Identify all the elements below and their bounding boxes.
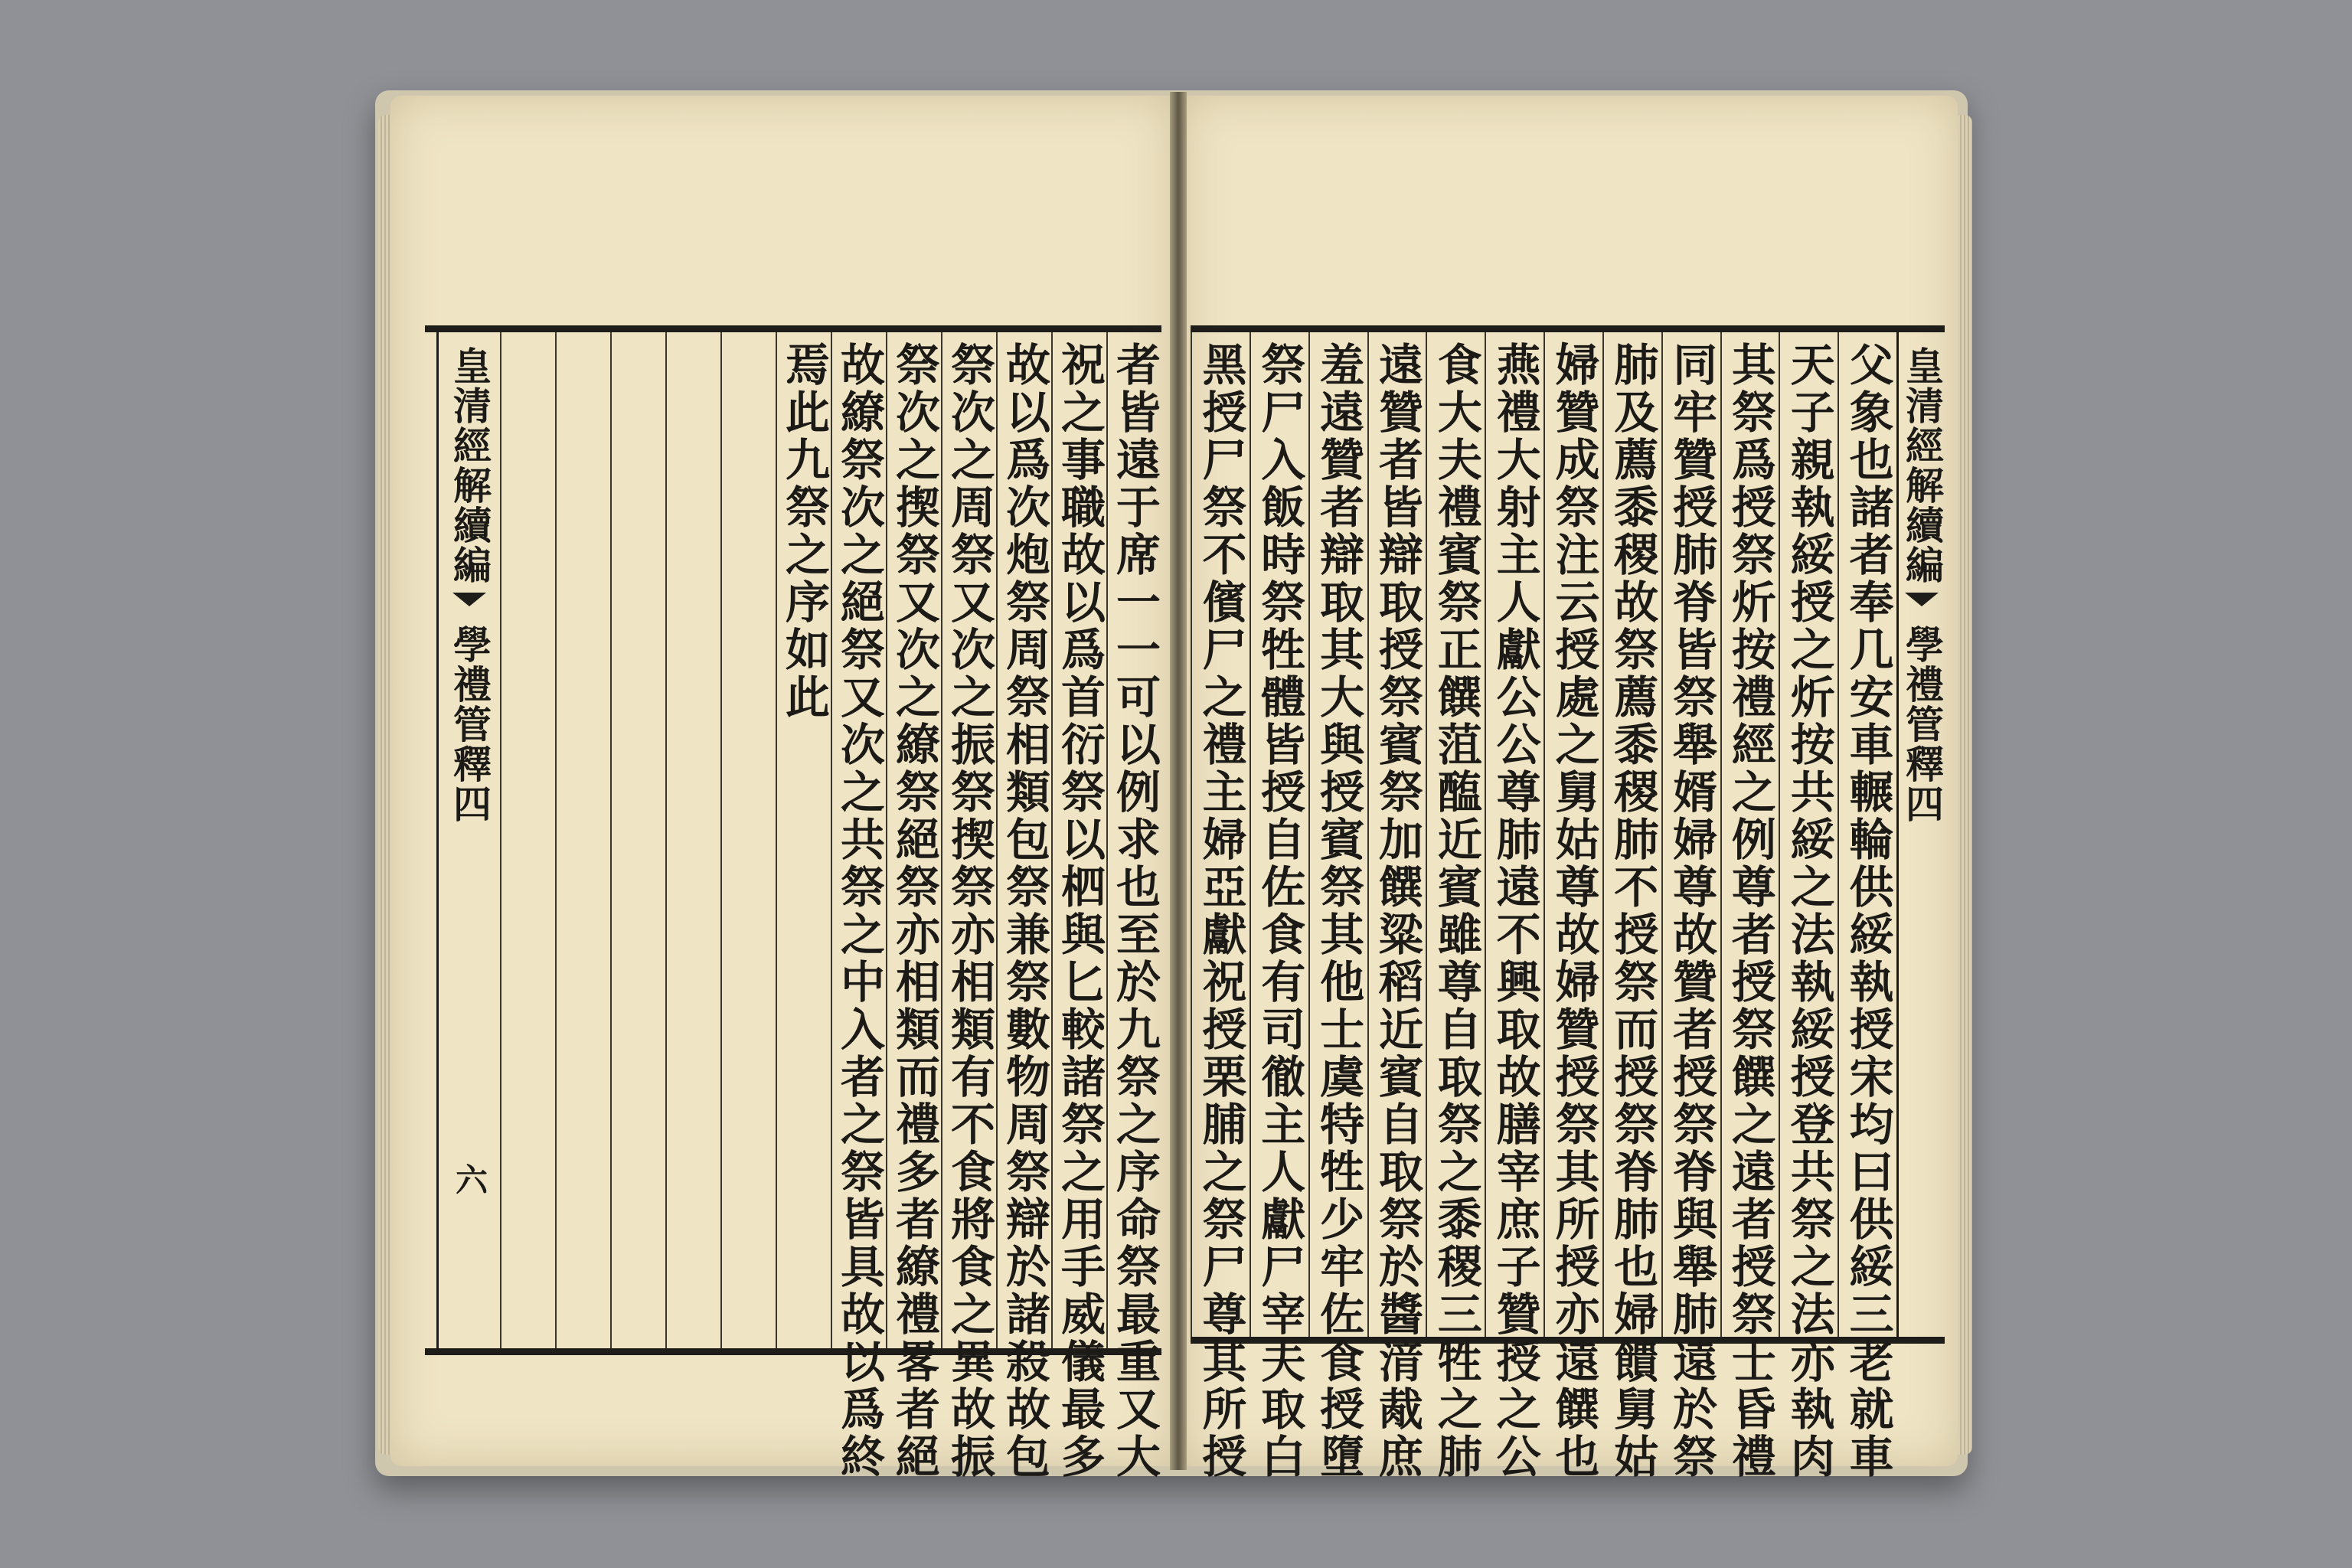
- fishtail-mark: [1905, 593, 1939, 606]
- text-column: 者皆遠于席一一可以例求也至於九祭之序命祭最重又大: [1106, 332, 1161, 1348]
- top-rule: [425, 325, 1161, 332]
- page-margin-column: [1896, 332, 1945, 1337]
- text-column: 食大夫禮賓祭正饌菹醢近賓雖尊自取祭之黍稷三牲之肺: [1426, 332, 1485, 1337]
- text-column: 故以爲次炮祭周祭相類包祭兼祭數物周祭辯於諸殺故包: [996, 332, 1051, 1348]
- text-column: 其祭爲授祭炘按禮經之例尊者授祭饌之遠者授祭士昏禮: [1720, 332, 1779, 1337]
- page-number: 六: [451, 1163, 488, 1195]
- text-column: 婦贊成祭注云授處之舅姑尊故婦贊授祭其所授亦遠饌也: [1544, 332, 1602, 1337]
- page-margin-column: [436, 332, 500, 1348]
- blank-column: [500, 332, 555, 1348]
- text-column: 同牢贊授肺脊皆祭舉婿婦尊故贊者授祭脊與舉肺遠於祭: [1661, 332, 1720, 1337]
- text-column: 燕禮大射主人獻公公尊肺遠不興取故膳宰庶子贊授之公: [1485, 332, 1544, 1337]
- chapter-title: 學禮管釋四: [447, 625, 492, 824]
- blank-column: [610, 332, 665, 1348]
- text-column: 故繚祭次之絕祭又次之共祭之中入者之祭皆具故以爲終: [831, 332, 886, 1348]
- book-title: 皇清經解續編: [1900, 346, 1945, 585]
- text-column: 肺及薦黍稷故祭薦黍稷肺不授祭而授祭脊肺也婦饋舅姑: [1602, 332, 1661, 1337]
- book-gutter: [1170, 92, 1187, 1470]
- chapter-title: 學禮管釋四: [1900, 625, 1945, 824]
- fishtail-mark: [452, 593, 486, 606]
- bottom-rule: [425, 1348, 1161, 1355]
- text-column: 祭次之揳祭又次之繚祭絕祭亦相類而禮多者繚禮畧者絕: [886, 332, 941, 1348]
- text-column: 祭次之周祭又次之振祭揳祭亦相類有不食將食之異故振: [941, 332, 996, 1348]
- blank-column: [665, 332, 720, 1348]
- right-text-panel: [1191, 325, 1945, 1481]
- top-rule: [1191, 325, 1945, 332]
- blank-column: [720, 332, 776, 1348]
- blank-column: [555, 332, 610, 1348]
- text-column: 祭尸入飯時祭牲體皆授自佐食有司徹主人獻尸宰夫取白: [1250, 332, 1308, 1337]
- text-column: 父象也諸者奉几安車輾輪供綏執授宋均曰供綏三老就車: [1838, 332, 1896, 1337]
- book-title: 皇清經解續編: [447, 346, 492, 585]
- left-text-panel: [425, 325, 1161, 1481]
- text-column: 焉此九祭之序如此: [776, 332, 831, 1348]
- text-column: 遠贊者皆辯取授祭賓祭加饌粱稻近賓自取祭於醬湇胾庶: [1367, 332, 1426, 1337]
- text-column: 羞遠贊者辯取其大與授賓祭其他士虞特牲少牢佐食授墮: [1308, 332, 1367, 1337]
- text-column: 黑授尸祭不儐尸之禮主婦亞獻祝授栗脯之祭尸尊其所授: [1191, 332, 1250, 1337]
- text-column: 祝之事職故以爲首衍祭以柶與匕較諸祭之用手威儀最多: [1051, 332, 1106, 1348]
- text-column: 天子親執綏授之炘按共綏之法執綏授登共祭之法亦執肉: [1779, 332, 1838, 1337]
